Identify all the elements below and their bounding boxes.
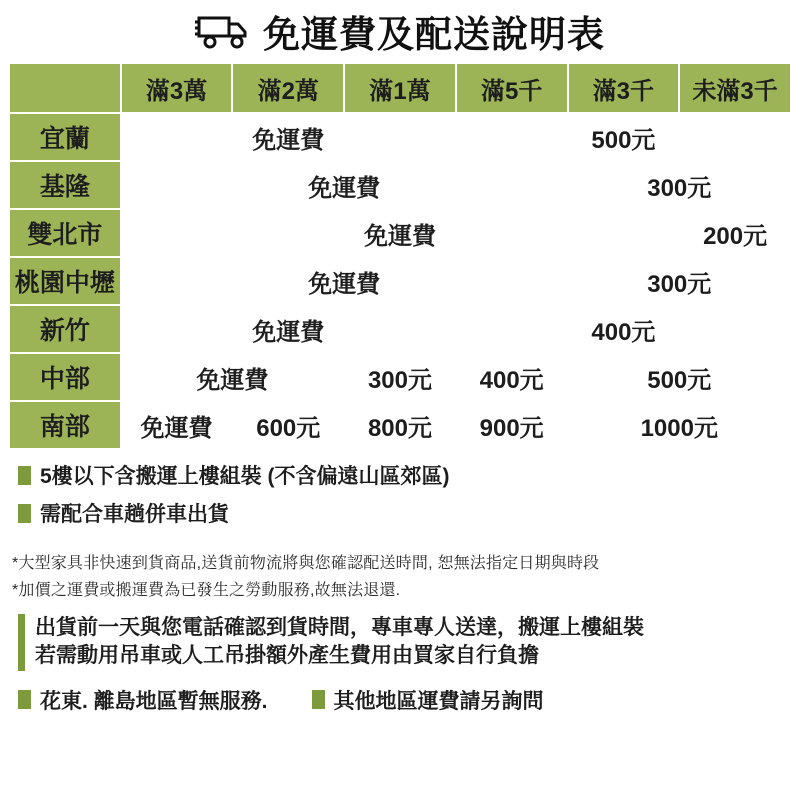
- note-text: 5樓以下含搬運上樓組裝 (不含偏遠山區郊區): [40, 465, 450, 488]
- table-column-header: 滿5千: [456, 63, 568, 113]
- table-header-row: [9, 63, 791, 113]
- highlight-line: 若需動用吊車或人工吊掛額外產生費用由買家自行負擔: [35, 644, 539, 668]
- freight-table-wrap: [0, 62, 800, 450]
- table-row: [9, 113, 791, 161]
- footer-left-bullet-icon: [18, 690, 31, 709]
- note-text: 需配合車趟併車出貨: [40, 503, 229, 526]
- footer-right-bullet-icon: [312, 690, 325, 709]
- table-column-header: 滿3千: [568, 63, 680, 113]
- bullet-square-icon: [18, 466, 31, 485]
- table-corner-cell: [9, 63, 121, 113]
- fineprint-list: [0, 536, 800, 600]
- table-column-header: 未滿3千: [679, 63, 791, 113]
- table-row: [9, 257, 791, 305]
- table-row: [9, 401, 791, 449]
- table-cell: 1000元: [568, 401, 791, 449]
- table-column-header: 滿1萬: [344, 63, 456, 113]
- page-title: 免運費及配送說明表: [263, 13, 605, 55]
- table-row-header: 新竹: [9, 305, 121, 353]
- table-column-header: 滿2萬: [232, 63, 344, 113]
- table-row-header: 雙北市: [9, 209, 121, 257]
- table-cell: 免運費: [121, 305, 456, 353]
- highlight-line: 出貨前一天與您電話確認到貨時間，專車專人送達，搬運上樓組裝: [35, 616, 644, 639]
- table-cell: 200元: [679, 209, 791, 257]
- table-cell: 300元: [344, 353, 456, 401]
- table-cell: 免運費: [121, 113, 456, 161]
- table-row-header: 南部: [9, 401, 121, 449]
- table-column-header: 滿3萬: [121, 63, 233, 113]
- note-item: [18, 498, 782, 528]
- table-cell: 800元: [344, 401, 456, 449]
- note-item: [18, 460, 782, 490]
- table-row: [9, 209, 791, 257]
- highlight-block: [0, 604, 800, 671]
- fineprint-line: *加價之運費或搬運費為已發生之勞動服務,故無法退還.: [12, 582, 401, 599]
- notes-list: [0, 450, 800, 528]
- table-row: [9, 305, 791, 353]
- table-row-header: 基隆: [9, 161, 121, 209]
- table-cell: 300元: [568, 161, 791, 209]
- fineprint-line: *大型家具非快速到貨商品,送貨前物流將與您確認配送時間, 恕無法指定日期與時段: [12, 555, 600, 572]
- table-cell: 500元: [456, 113, 791, 161]
- freight-table: [8, 62, 792, 450]
- table-cell: 免運費: [121, 257, 568, 305]
- footer-row: [0, 671, 800, 715]
- highlight-lines: [35, 614, 644, 671]
- page-title-bar: [0, 0, 800, 62]
- truck-icon: [195, 12, 253, 57]
- table-cell: 400元: [456, 353, 568, 401]
- freight-table-body: [9, 63, 791, 449]
- table-row-header: 宜蘭: [9, 113, 121, 161]
- table-cell: 400元: [456, 305, 791, 353]
- table-cell: 免運費: [121, 353, 344, 401]
- highlight-bar: [18, 614, 25, 671]
- bullet-square-icon: [18, 504, 31, 523]
- table-row-header: 桃園中壢: [9, 257, 121, 305]
- table-cell: 900元: [456, 401, 568, 449]
- table-cell: 500元: [568, 353, 791, 401]
- table-cell: 免運費: [121, 209, 680, 257]
- table-row: [9, 161, 791, 209]
- table-cell: 免運費: [121, 161, 568, 209]
- table-cell: 300元: [568, 257, 791, 305]
- table-cell: 600元: [232, 401, 344, 449]
- table-row-header: 中部: [9, 353, 121, 401]
- footer-right-text: 其他地區運費請另詢問: [333, 689, 544, 713]
- footer-left-text: 花東. 離島地區暫無服務.: [40, 689, 268, 713]
- table-row: [9, 353, 791, 401]
- table-cell: 免運費: [121, 401, 233, 449]
